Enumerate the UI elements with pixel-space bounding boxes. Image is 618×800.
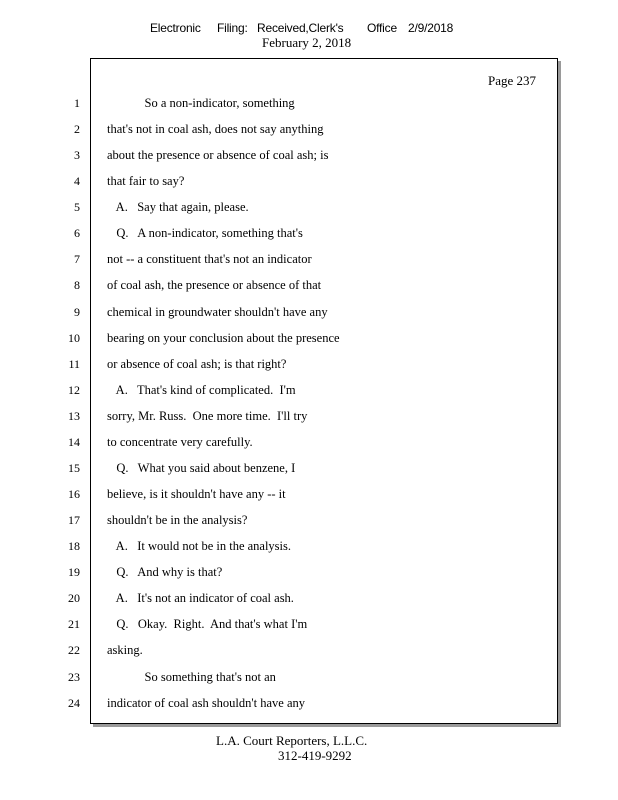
line-number: 1: [74, 96, 80, 110]
line-number: 5: [74, 200, 80, 214]
transcript-line-text: that's not in coal ash, does not say anything: [107, 122, 324, 136]
line-number: 18: [68, 539, 80, 553]
reporter-company: L.A. Court Reporters, L.L.C.: [216, 733, 368, 748]
line-number: 4: [74, 174, 80, 188]
transcript-line-text: Q. A non-indicator, something that's: [107, 226, 303, 240]
line-number: 12: [68, 383, 80, 397]
line-number: 9: [74, 305, 80, 319]
transcript-line-text: So something that's not an: [107, 670, 276, 684]
transcript-line-text: A. Say that again, please.: [107, 200, 249, 214]
reporter-phone: 312-419-9292: [278, 748, 352, 763]
filing-stamp-word: Received,Clerk's: [257, 21, 344, 35]
line-number: 17: [68, 513, 80, 527]
transcript-line-text: bearing on your conclusion about the presence: [107, 331, 340, 345]
line-number: 15: [68, 461, 80, 475]
line-number: 21: [68, 617, 80, 631]
filing-stamp-word: Electronic: [150, 21, 201, 35]
line-number: 6: [74, 226, 80, 240]
transcript-line-text: of coal ash, the presence or absence of that: [107, 278, 322, 292]
line-number: 2: [74, 122, 80, 136]
line-number: 11: [68, 357, 80, 371]
transcript-line-text: indicator of coal ash shouldn't have any: [107, 696, 306, 710]
transcript-line-text: So a non-indicator, something: [107, 96, 295, 110]
transcript-line-text: about the presence or absence of coal ash; is: [107, 148, 329, 162]
line-number: 7: [74, 252, 80, 266]
line-number: 16: [68, 487, 80, 501]
page-number: Page 237: [488, 73, 537, 88]
transcript-date: February 2, 2018: [262, 35, 352, 50]
line-number: 10: [68, 331, 80, 345]
line-number: 19: [68, 565, 80, 579]
transcript-line-text: A. It's not an indicator of coal ash.: [107, 591, 294, 605]
transcript-line-text: not -- a constituent that's not an indicator: [107, 252, 312, 266]
line-number: 3: [74, 148, 80, 162]
line-number: 13: [68, 409, 80, 423]
transcript-line-text: A. That's kind of complicated. I'm: [107, 383, 296, 397]
transcript-line-text: chemical in groundwater shouldn't have any: [107, 305, 328, 319]
transcript-line-text: believe, is it shouldn't have any -- it: [107, 487, 286, 501]
line-number: 8: [74, 278, 80, 292]
line-number: 20: [68, 591, 80, 605]
transcript-line-text: Q. Okay. Right. And that's what I'm: [107, 617, 308, 631]
transcript-line-text: asking.: [107, 643, 143, 657]
transcript-line-text: shouldn't be in the analysis?: [107, 513, 248, 527]
filing-stamp-word: 2/9/2018: [408, 21, 454, 35]
transcript-line-text: A. It would not be in the analysis.: [107, 539, 292, 553]
filing-stamp-word: Filing:: [217, 21, 248, 35]
transcript-line-text: to concentrate very carefully.: [107, 435, 253, 449]
transcript-line-text: Q. What you said about benzene, I: [107, 461, 296, 475]
transcript-line-text: or absence of coal ash; is that right?: [107, 357, 287, 371]
filing-stamp-word: Office: [367, 21, 397, 35]
transcript-line-text: that fair to say?: [107, 174, 185, 188]
transcript-line-text: sorry, Mr. Russ. One more time. I'll try: [107, 409, 308, 423]
transcript-line-text: Q. And why is that?: [107, 565, 223, 579]
line-number: 14: [68, 435, 80, 449]
line-number: 23: [68, 670, 80, 684]
line-number: 22: [68, 643, 80, 657]
line-number: 24: [68, 696, 80, 710]
